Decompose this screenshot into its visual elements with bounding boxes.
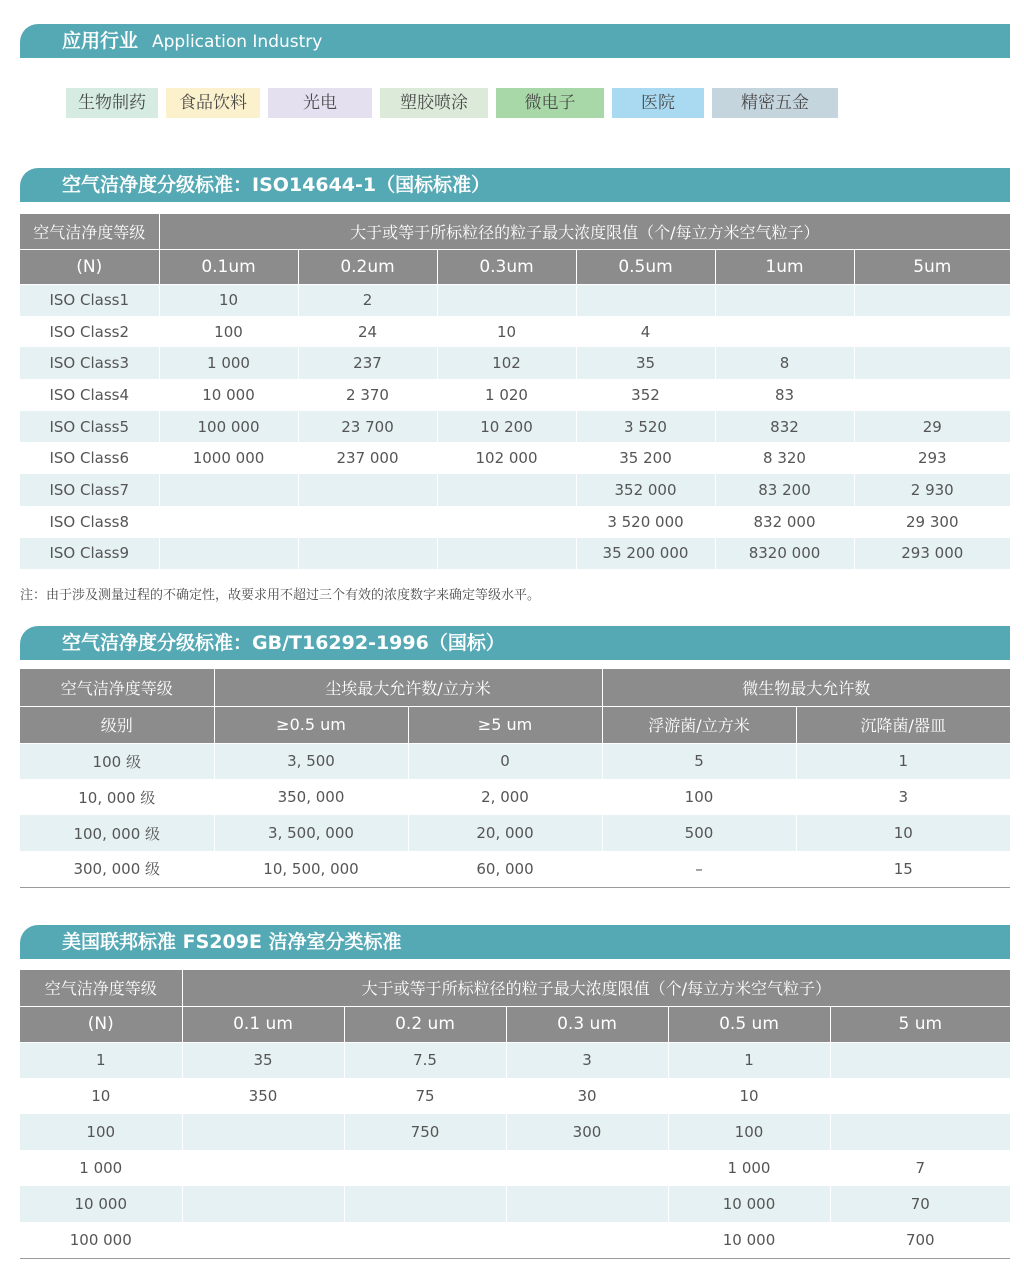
table-cell: 832 (715, 411, 854, 443)
table-cell: 3, 500 (214, 743, 408, 779)
table-cell: 0 (408, 743, 602, 779)
table-cell: 1 (796, 743, 1010, 779)
table-cell: 1 (668, 1042, 830, 1078)
iso-note: 注：由于涉及测量过程的不确定性，故要求用不超过三个有效的浓度数字来确定等级水平。 (20, 588, 541, 603)
table-cell: 237 (298, 347, 437, 379)
table-cell: 70 (830, 1186, 1010, 1222)
table-cell (182, 1222, 344, 1258)
table-cell: 350, 000 (214, 779, 408, 815)
table-cell: 700 (830, 1222, 1010, 1258)
table-cell: 29 300 (854, 506, 1010, 538)
table-cell: 35 200 000 (576, 538, 715, 570)
table-cell: 10, 500, 000 (214, 851, 408, 887)
table-cell: 3, 500, 000 (214, 815, 408, 851)
table-cell: 352 000 (576, 474, 715, 506)
table-cell (159, 474, 298, 506)
table-cell: 3 520 000 (576, 506, 715, 538)
gb-subheader: ≥5 um (408, 706, 602, 743)
industry-tags (66, 88, 838, 118)
iso-header-size: 0.2um (298, 249, 437, 284)
industry-tag[interactable]: 生物制药 (66, 88, 158, 118)
gb-subheader: 沉降菌/器皿 (796, 706, 1010, 743)
table-row (20, 1150, 1010, 1186)
iso-section-header (20, 168, 1010, 202)
fs209e-class-label: 100 000 (20, 1222, 182, 1258)
industry-tag[interactable]: 医院 (612, 88, 704, 118)
gb-subheader: ≥0.5 um (214, 706, 408, 743)
iso-class-label: ISO Class2 (20, 316, 159, 348)
table-cell: 10 000 (668, 1186, 830, 1222)
table-cell: 350 (182, 1078, 344, 1114)
fs209e-header-n: (N) (20, 1006, 182, 1042)
fs209e-class-label: 1 (20, 1042, 182, 1078)
table-cell: 352 (576, 379, 715, 411)
industry-tag[interactable]: 食品饮料 (166, 88, 260, 118)
fs209e-class-label: 100 (20, 1114, 182, 1150)
table-cell: 300 (506, 1114, 668, 1150)
table-cell: 100 (668, 1114, 830, 1150)
table-cell: 293 (854, 442, 1010, 474)
table-cell (576, 284, 715, 316)
table-cell: 100 (159, 316, 298, 348)
table-cell (854, 284, 1010, 316)
table-row (20, 474, 1010, 506)
industry-tag[interactable]: 光电 (268, 88, 372, 118)
table-cell: 10 (159, 284, 298, 316)
table-row (20, 284, 1010, 316)
table-cell: 35 200 (576, 442, 715, 474)
iso-class-label: ISO Class3 (20, 347, 159, 379)
table-row (20, 411, 1010, 443)
table-cell: 3 520 (576, 411, 715, 443)
table-cell: 8 320 (715, 442, 854, 474)
table-row (20, 1042, 1010, 1078)
table-cell (159, 538, 298, 570)
table-cell (298, 538, 437, 570)
table-row (20, 347, 1010, 379)
fs209e-header-concentration: 大于或等于所标粒径的粒子最大浓度限值（个/每立方米空气粒子） (182, 970, 1010, 1006)
table-cell: 75 (344, 1078, 506, 1114)
table-cell (715, 284, 854, 316)
fs209e-header-size: 0.1 um (182, 1006, 344, 1042)
table-row (20, 442, 1010, 474)
gb-grade-label: 100, 000 级 (20, 815, 214, 851)
application-industry-header (20, 24, 1010, 58)
iso-header-n: (N) (20, 249, 159, 284)
table-cell (506, 1186, 668, 1222)
table-cell (830, 1078, 1010, 1114)
table-cell: 237 000 (298, 442, 437, 474)
table-cell (344, 1186, 506, 1222)
table-row (20, 538, 1010, 570)
table-cell: 7 (830, 1150, 1010, 1186)
table-cell: 3 (506, 1042, 668, 1078)
table-cell: 10 000 (159, 379, 298, 411)
table-cell (854, 347, 1010, 379)
table-cell: 30 (506, 1078, 668, 1114)
table-cell (506, 1150, 668, 1186)
table-cell: 83 (715, 379, 854, 411)
table-cell: 100 000 (159, 411, 298, 443)
table-cell (344, 1222, 506, 1258)
gb-header-microbe: 微生物最大允许数 (602, 669, 1010, 706)
table-cell: 1 020 (437, 379, 576, 411)
gb-subheader: 级别 (20, 706, 214, 743)
iso-class-label: ISO Class7 (20, 474, 159, 506)
table-cell: 2, 000 (408, 779, 602, 815)
table-cell: 10 000 (668, 1222, 830, 1258)
table-cell: 8320 000 (715, 538, 854, 570)
iso-header-grade: 空气洁净度等级 (20, 214, 159, 249)
application-title-en: Application Industry (152, 32, 323, 52)
fs209e-class-label: 1 000 (20, 1150, 182, 1186)
table-cell: 20, 000 (408, 815, 602, 851)
gb-classification-table (20, 669, 1010, 888)
fs209e-header-size: 0.5 um (668, 1006, 830, 1042)
table-cell (830, 1114, 1010, 1150)
table-cell: 23 700 (298, 411, 437, 443)
table-cell (298, 506, 437, 538)
table-cell: 2 930 (854, 474, 1010, 506)
iso-header-size: 1um (715, 249, 854, 284)
fs209e-classification-table (20, 970, 1010, 1259)
table-row (20, 316, 1010, 348)
gb-header-grade: 空气洁净度等级 (20, 669, 214, 706)
gb-section-header (20, 626, 1010, 660)
fs209e-class-label: 10 000 (20, 1186, 182, 1222)
table-cell: 102 000 (437, 442, 576, 474)
table-cell: 10 200 (437, 411, 576, 443)
industry-tag[interactable]: 精密五金 (712, 88, 838, 118)
table-cell: 293 000 (854, 538, 1010, 570)
gb-title: 空气洁净度分级标准：GB/T16292-1996（国标） (62, 632, 505, 654)
iso-class-label: ISO Class9 (20, 538, 159, 570)
table-cell (182, 1186, 344, 1222)
industry-tag[interactable]: 微电子 (496, 88, 604, 118)
iso-header-size: 0.3um (437, 249, 576, 284)
table-cell (854, 316, 1010, 348)
table-cell: 2 (298, 284, 437, 316)
table-cell (506, 1222, 668, 1258)
gb-header-dust: 尘埃最大允许数/立方米 (214, 669, 602, 706)
table-row (20, 815, 1010, 851)
table-cell: 24 (298, 316, 437, 348)
iso-class-label: ISO Class5 (20, 411, 159, 443)
table-cell: – (602, 851, 796, 887)
table-cell: 29 (854, 411, 1010, 443)
fs209e-title: 美国联邦标准 FS209E 洁净室分类标准 (62, 931, 402, 953)
table-cell: 7.5 (344, 1042, 506, 1078)
table-cell: 1 000 (159, 347, 298, 379)
table-cell: 1000 000 (159, 442, 298, 474)
fs209e-header-grade: 空气洁净度等级 (20, 970, 182, 1006)
table-cell: 8 (715, 347, 854, 379)
fs209e-header-size: 0.2 um (344, 1006, 506, 1042)
iso-classification-table (20, 214, 1010, 569)
table-row (20, 851, 1010, 887)
table-cell: 1 000 (668, 1150, 830, 1186)
table-cell: 5 (602, 743, 796, 779)
table-cell: 2 370 (298, 379, 437, 411)
gb-grade-label: 100 级 (20, 743, 214, 779)
fs209e-section-header (20, 925, 1010, 959)
table-cell (298, 474, 437, 506)
iso-class-label: ISO Class6 (20, 442, 159, 474)
gb-grade-label: 300, 000 级 (20, 851, 214, 887)
table-row (20, 1078, 1010, 1114)
industry-tag[interactable]: 塑胶喷涂 (380, 88, 488, 118)
gb-grade-label: 10, 000 级 (20, 779, 214, 815)
table-cell: 10 (796, 815, 1010, 851)
table-cell (437, 474, 576, 506)
table-cell (344, 1150, 506, 1186)
gb-subheader: 浮游菌/立方米 (602, 706, 796, 743)
table-cell: 4 (576, 316, 715, 348)
iso-header-concentration: 大于或等于所标粒径的粒子最大浓度限值（个/每立方米空气粒子） (159, 214, 1010, 249)
table-cell (182, 1150, 344, 1186)
table-cell: 35 (576, 347, 715, 379)
table-cell: 60, 000 (408, 851, 602, 887)
iso-class-label: ISO Class1 (20, 284, 159, 316)
fs209e-class-label: 10 (20, 1078, 182, 1114)
table-cell: 102 (437, 347, 576, 379)
table-cell: 3 (796, 779, 1010, 815)
iso-class-label: ISO Class8 (20, 506, 159, 538)
table-row (20, 743, 1010, 779)
table-cell (437, 538, 576, 570)
table-cell (830, 1042, 1010, 1078)
iso-header-size: 0.5um (576, 249, 715, 284)
fs209e-header-size: 0.3 um (506, 1006, 668, 1042)
table-cell: 10 (437, 316, 576, 348)
table-cell: 83 200 (715, 474, 854, 506)
table-row (20, 506, 1010, 538)
table-row (20, 1186, 1010, 1222)
application-title-cn: 应用行业 (62, 30, 139, 52)
iso-class-label: ISO Class4 (20, 379, 159, 411)
table-cell: 10 (668, 1078, 830, 1114)
table-cell (854, 379, 1010, 411)
iso-header-size: 0.1um (159, 249, 298, 284)
table-cell (437, 284, 576, 316)
table-cell: 500 (602, 815, 796, 851)
table-row (20, 1114, 1010, 1150)
table-cell: 832 000 (715, 506, 854, 538)
fs209e-header-size: 5 um (830, 1006, 1010, 1042)
table-row (20, 1222, 1010, 1258)
table-cell: 750 (344, 1114, 506, 1150)
table-cell: 35 (182, 1042, 344, 1078)
table-cell (182, 1114, 344, 1150)
table-cell (159, 506, 298, 538)
table-cell (715, 316, 854, 348)
iso-title: 空气洁净度分级标准：ISO14644-1（国标标准） (62, 174, 491, 196)
table-row (20, 779, 1010, 815)
iso-header-size: 5um (854, 249, 1010, 284)
table-cell: 100 (602, 779, 796, 815)
table-cell: 15 (796, 851, 1010, 887)
table-row (20, 379, 1010, 411)
table-cell (437, 506, 576, 538)
